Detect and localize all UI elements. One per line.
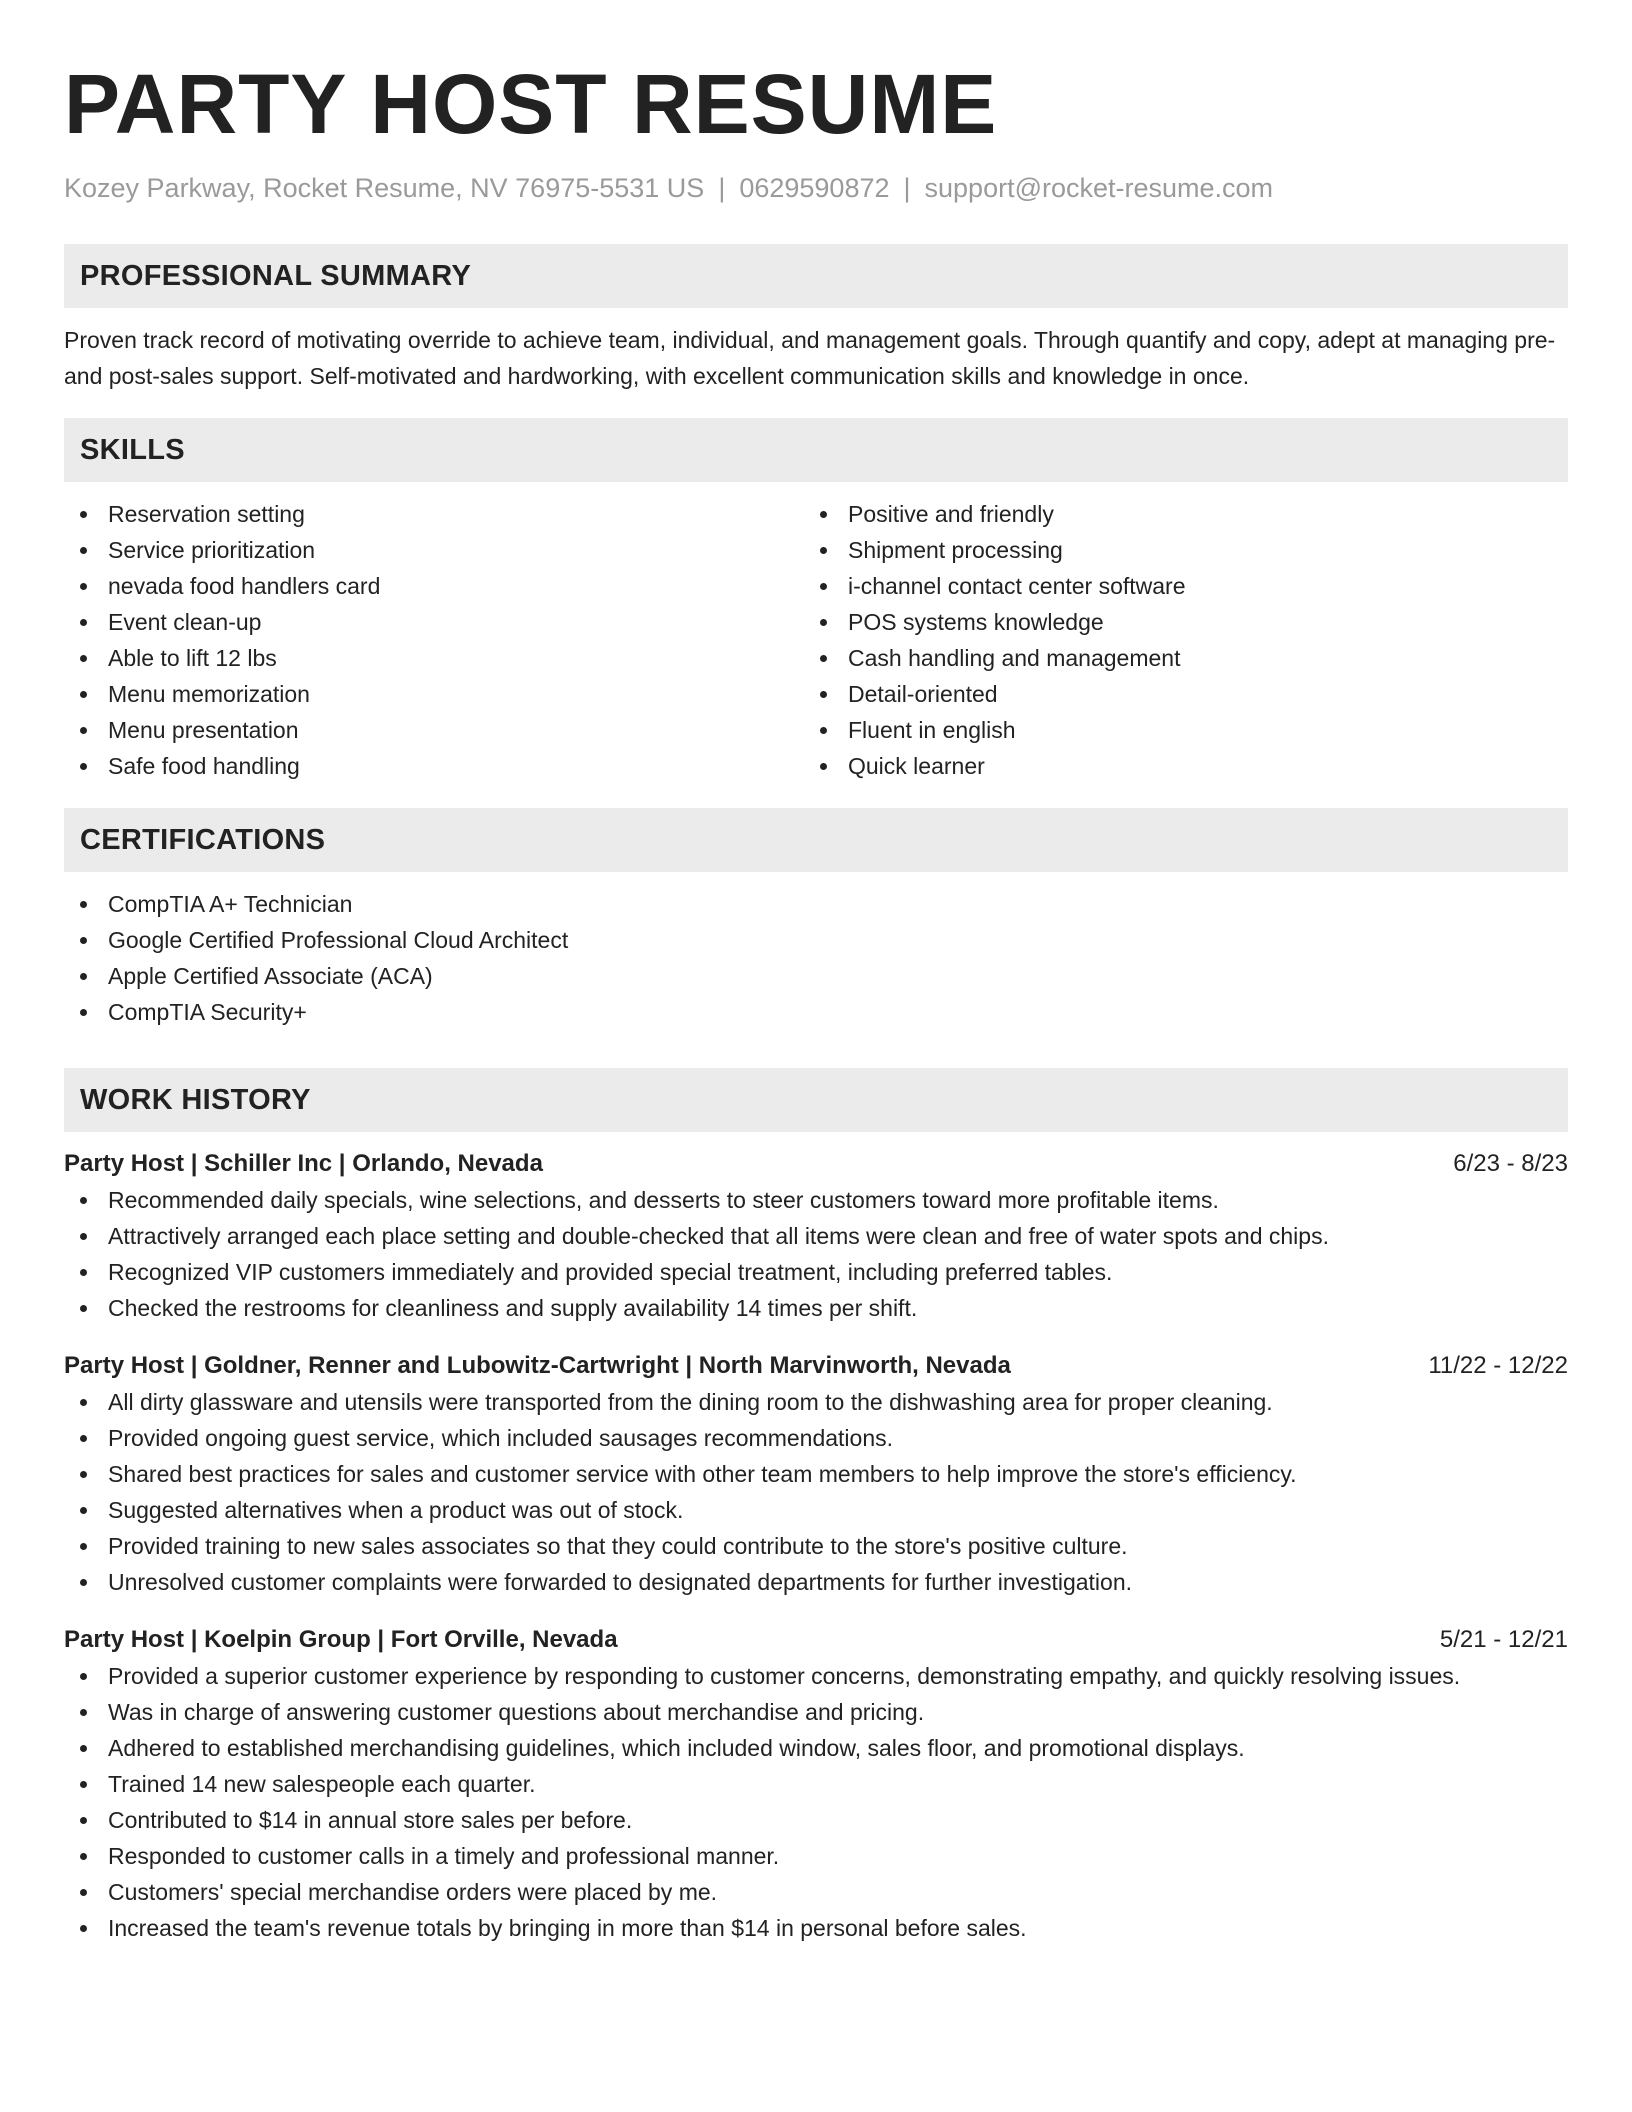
skill-item: Quick learner (804, 748, 1544, 784)
skill-item: Event clean-up (64, 604, 804, 640)
job-dates: 5/21 - 12/21 (1439, 1626, 1568, 1653)
job-bullet: Provided ongoing guest service, which included sausages recommendations. (64, 1420, 1568, 1456)
job-dates: 11/22 - 12/22 (1428, 1352, 1568, 1379)
job-bullet: Trained 14 new salespeople each quarter. (64, 1766, 1568, 1802)
skills-grid (64, 496, 1568, 784)
certifications-heading: CERTIFICATIONS (64, 808, 1568, 872)
certifications-list (64, 886, 1568, 1030)
skill-item: nevada food handlers card (64, 568, 804, 604)
job-bullet: Unresolved customer complaints were forwarded to designated departments for further investigation. (64, 1564, 1568, 1600)
skills-list-left (64, 496, 804, 784)
skill-item: Safe food handling (64, 748, 804, 784)
job-header (64, 1146, 1568, 1182)
job-bullets (64, 1658, 1568, 1946)
job-dates: 6/23 - 8/23 (1453, 1150, 1568, 1177)
job-bullet: All dirty glassware and utensils were transported from the dining room to the dishwashing area for proper cleaning. (64, 1384, 1568, 1420)
skill-item: Fluent in english (804, 712, 1544, 748)
certification-item: CompTIA A+ Technician (64, 886, 1568, 922)
skill-item: Menu memorization (64, 676, 804, 712)
job-title: Party Host | Koelpin Group | Fort Orville, Nevada (64, 1626, 618, 1653)
skill-item: Detail-oriented (804, 676, 1544, 712)
certification-item: Apple Certified Associate (ACA) (64, 958, 1568, 994)
certification-item: CompTIA Security+ (64, 994, 1568, 1030)
job-bullets (64, 1182, 1568, 1326)
job-bullet: Increased the team's revenue totals by bringing in more than $14 in personal before sales. (64, 1910, 1568, 1946)
resume-title: PARTY HOST RESUME (64, 57, 998, 151)
job-header (64, 1622, 1568, 1658)
job-bullet: Adhered to established merchandising guidelines, which included window, sales floor, and promotional displays. (64, 1730, 1568, 1766)
job-entry (64, 1622, 1568, 1946)
summary-heading: PROFESSIONAL SUMMARY (64, 244, 1568, 308)
contact-separator: | (903, 173, 911, 203)
job-bullet: Provided training to new sales associates so that they could contribute to the store's positive culture. (64, 1528, 1568, 1564)
contact-line (64, 170, 1568, 206)
job-bullet: Attractively arranged each place setting and double-checked that all items were clean and free of water spots and chips. (64, 1218, 1568, 1254)
skill-item: POS systems knowledge (804, 604, 1544, 640)
skill-item: i-channel contact center software (804, 568, 1544, 604)
contact-address: Kozey Parkway, Rocket Resume, NV 76975-5531 US (64, 173, 705, 203)
job-bullet: Customers' special merchandise orders were placed by me. (64, 1874, 1568, 1910)
skill-item: Reservation setting (64, 496, 804, 532)
job-entry (64, 1348, 1568, 1600)
job-bullet: Was in charge of answering customer questions about merchandise and pricing. (64, 1694, 1568, 1730)
job-bullet: Shared best practices for sales and customer service with other team members to help improve the store's efficiency. (64, 1456, 1568, 1492)
skill-item: Shipment processing (804, 532, 1544, 568)
job-bullet: Responded to customer calls in a timely and professional manner. (64, 1838, 1568, 1874)
job-header (64, 1348, 1568, 1384)
job-bullets (64, 1384, 1568, 1600)
contact-separator: | (718, 173, 726, 203)
skill-item: Positive and friendly (804, 496, 1544, 532)
certification-item: Google Certified Professional Cloud Architect (64, 922, 1568, 958)
job-bullet: Checked the restrooms for cleanliness and supply availability 14 times per shift. (64, 1290, 1568, 1326)
skills-list-right (804, 496, 1544, 784)
job-bullet: Recommended daily specials, wine selections, and desserts to steer customers toward more profitable items. (64, 1182, 1568, 1218)
skill-item: Menu presentation (64, 712, 804, 748)
job-bullet: Suggested alternatives when a product was out of stock. (64, 1492, 1568, 1528)
job-bullet: Provided a superior customer experience by responding to customer concerns, demonstrating empathy, and quickly resolving issues. (64, 1658, 1568, 1694)
work-history-heading: WORK HISTORY (64, 1068, 1568, 1132)
skill-item: Service prioritization (64, 532, 804, 568)
skill-item: Cash handling and management (804, 640, 1544, 676)
job-entry (64, 1146, 1568, 1326)
contact-email: support@rocket-resume.com (924, 173, 1274, 203)
contact-phone: 0629590872 (739, 173, 890, 203)
summary-text: Proven track record of motivating override to achieve team, individual, and management goals. Through quantify and copy, adept at managing pre- and post-sales support. Self-motivated and hardworking, with excellent communication skills and knowledge in once. (64, 327, 1556, 389)
job-title: Party Host | Schiller Inc | Orlando, Nevada (64, 1150, 543, 1177)
skill-item: Able to lift 12 lbs (64, 640, 804, 676)
job-bullet: Recognized VIP customers immediately and provided special treatment, including preferred tables. (64, 1254, 1568, 1290)
skills-heading: SKILLS (64, 418, 1568, 482)
job-bullet: Contributed to $14 in annual store sales per before. (64, 1802, 1568, 1838)
job-title: Party Host | Goldner, Renner and Lubowitz-Cartwright | North Marvinworth, Nevada (64, 1352, 1011, 1379)
